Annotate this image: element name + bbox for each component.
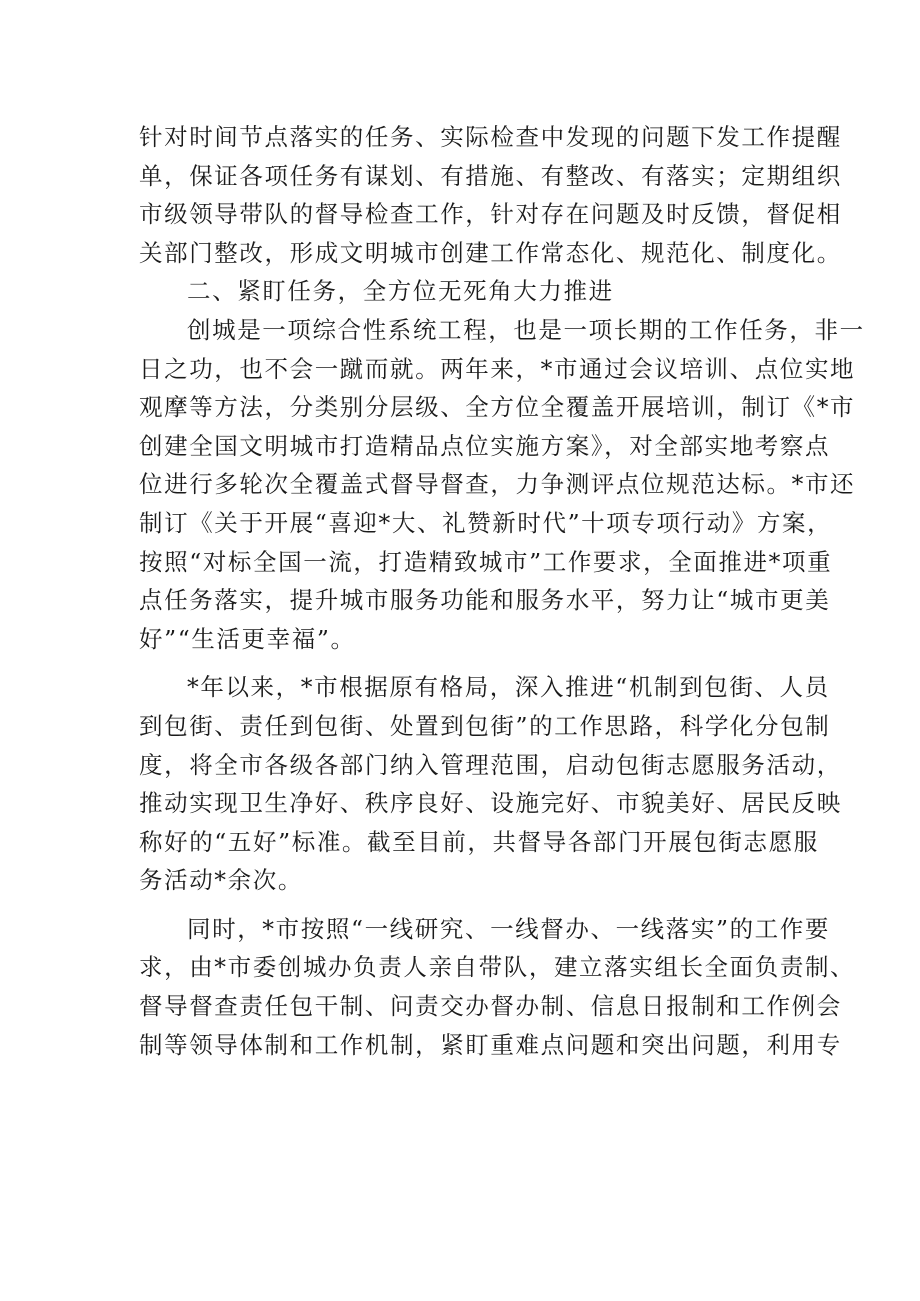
paragraph-line: 市级领导带队的督导检查工作，针对存在问题及时反馈，督促相	[139, 200, 842, 229]
paragraph-line: 单，保证各项任务有谋划、有措施、有整改、有落实；定期组织	[139, 161, 842, 190]
paragraph-line: 推动实现卫生净好、秩序良好、设施完好、市貌美好、居民反映	[139, 789, 842, 818]
paragraph-line: 度，将全市各级各部门纳入管理范围，启动包街志愿服务活动，	[139, 750, 842, 779]
paragraph-line: 务活动*余次。	[139, 866, 303, 895]
paragraph-line: 按照“对标全国一流，打造精致城市”工作要求，全面推进*项重	[139, 547, 833, 576]
paragraph-spacer	[139, 900, 789, 910]
paragraph-3	[139, 668, 842, 900]
paragraph-spacer	[139, 658, 789, 668]
paragraph-1	[139, 118, 842, 272]
paragraph-line: 制订《关于开展“喜迎*大、礼赞新时代”十项专项行动》方案，	[139, 508, 833, 537]
paragraph-line: 制等领导体制和工作机制，紧盯重难点问题和突出问题，利用专	[139, 1030, 842, 1059]
paragraph-line: 关部门整改，形成文明城市创建工作常态化、规范化、制度化。	[139, 238, 842, 267]
section-heading-text: 二、紧盯任务，全方位无死角大力推进	[187, 277, 614, 306]
paragraph-line: 点任务落实，提升城市服务功能和服务水平，努力让“城市更美	[139, 586, 831, 615]
paragraph-line: 督导督查责任包干制、问责交办督办制、信息日报制和工作例会	[139, 992, 842, 1021]
paragraph-line: *年以来，*市根据原有格局，深入推进“机制到包街、人员	[187, 673, 830, 702]
paragraph-line: 日之功，也不会一蹴而就。两年来，*市通过会议培训、点位实地	[139, 354, 856, 383]
paragraph-line: 同时，*市按照“一线研究、一线督办、一线落实”的工作要	[187, 914, 830, 943]
paragraph-line: 称好的“五好”标准。截至目前，共督导各部门开展包街志愿服	[139, 827, 819, 856]
paragraph-line: 创城是一项综合性系统工程，也是一项长期的工作任务，非一	[187, 315, 865, 344]
paragraph-line: 到包街、责任到包街、处置到包街”的工作思路，科学化分包制	[139, 711, 831, 740]
paragraph-4	[139, 910, 856, 1064]
paragraph-2	[139, 311, 865, 658]
document-body	[139, 118, 865, 1064]
paragraph-line: 位进行多轮次全覆盖式督导督查，力争测评点位规范达标。*市还	[139, 470, 856, 499]
paragraph-line: 求，由*市委创城办负责人亲自带队，建立落实组长全面负责制、	[139, 953, 856, 982]
paragraph-line: 创建全国文明城市打造精品点位实施方案》，对全部实地考察点	[139, 431, 831, 460]
paragraph-line: 好”“生活更幸福”。	[139, 624, 356, 653]
section-heading	[139, 272, 789, 311]
paragraph-line: 观摩等方法，分类别分层级、全方位全覆盖开展培训，制订《*市	[139, 393, 856, 422]
paragraph-line: 针对时间节点落实的任务、实际检查中发现的问题下发工作提醒	[139, 123, 842, 151]
